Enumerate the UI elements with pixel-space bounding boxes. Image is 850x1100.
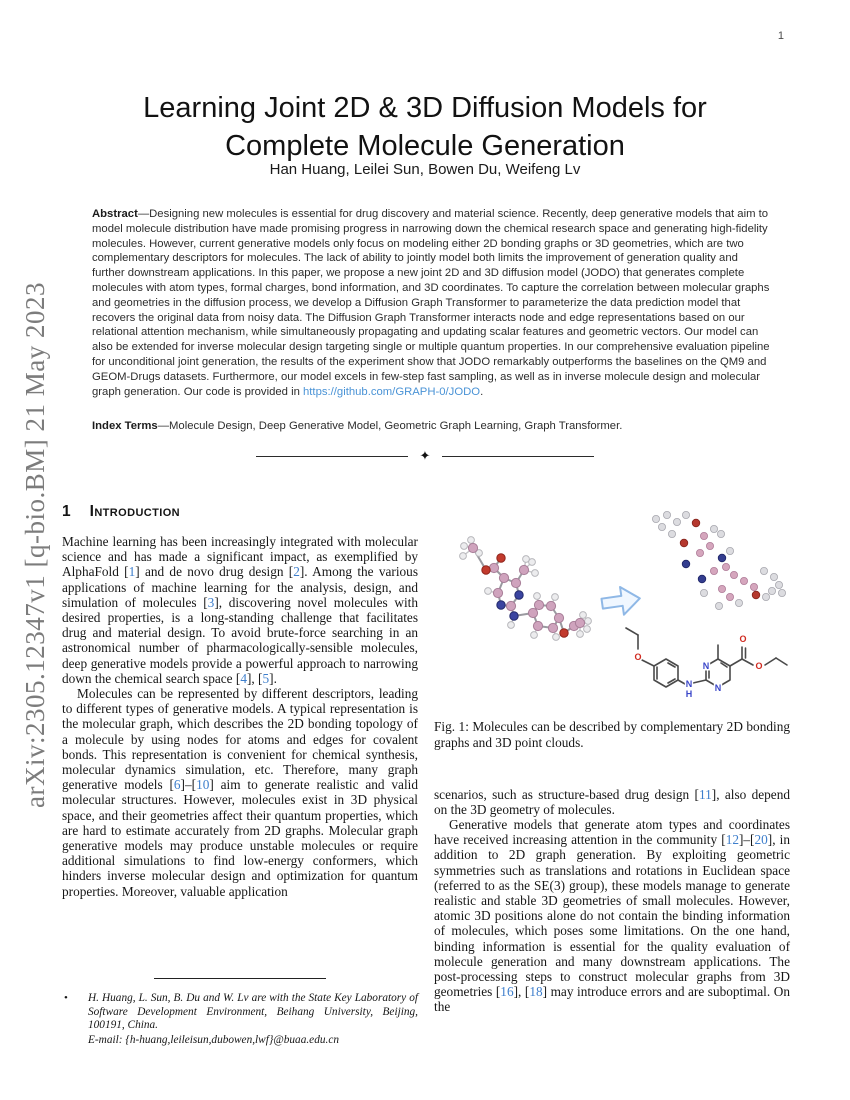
- index-terms-label: Index Terms: [92, 420, 158, 432]
- citation[interactable]: 16: [500, 984, 514, 1000]
- two-column-body: [62, 501, 790, 1048]
- citation[interactable]: 11: [698, 786, 712, 802]
- footnote-affiliation: H. Huang, L. Sun, B. Du and W. Lv are with the State Key Laboratory of Software Development Environment, Beihang University, Beijing, 100191, China.: [88, 991, 418, 1032]
- right-column: [434, 501, 790, 1048]
- intro-paragraph-2: Molecules can be represented by different descriptors, leading to different types of generative models. A typical representation is the molecular graph, which describes the 2D bonding topology of a molecule by using nodes for atoms and edges for covalent bonds. This representation is convenient for chemical synthesis, molecular dynamics simulation, etc. Therefore, many graph generative models [6]–[10] aim to generate realistic and valid molecular structures. However, molecules exist in 3D physical space, and their geometries affect their quantum properties, which are hard to estimate accurately from 2D graphs. Molecular graph generative models may produce unstable molecules or require additional simulations to find low-energy conformers, which hinders inverse molecular design and optimization for quantum properties. Moreover, valuable application: [62, 686, 418, 899]
- intro-paragraph-1: Machine learning has been increasingly integrated with molecular science and has made a significant impact, as exemplified by AlphaFold [1] and de novo drug design [2]. Among the various applications of machine learning for the analysis, design, and simulation of molecules [3], discovering novel molecules with desired properties, is a long-standing challenge that facilitates drug and material design. To avoid brute-force searching in an astronomical number of pharmacologically-sensible molecules, deep generative models provide a powerful approach to narrowing down the chemical search space [4], [5].: [62, 534, 418, 686]
- arxiv-watermark: arXiv:2305.12347v1 [q-bio.BM] 21 May 2023: [20, 282, 50, 808]
- right-paragraph-2: Generative models that generate atom types and coordinates have received increasing attention in the community [12]–[20], in addition to 2D graph generation. By exploiting geometric symmetries such as translations and rotations in Euclidean space (referred to as the SE(3) group), these models manage to generate realistic and stable 3D geometries of small molecules. However, atomic 3D positions alone do not contain the binding information of molecules, which poses some limitations. On the one hand, binding information is essential for the quality evaluation of molecule generation and many downstream applications. The post-processing steps to construct molecular graphs from 3D geometries [16], [18] may introduce errors and are suboptimal. On the: [434, 817, 791, 1015]
- footnote-item: [62, 992, 418, 1048]
- figure-1: [434, 501, 790, 713]
- molecule-point-cloud: [652, 511, 785, 609]
- separator-rule-right: [442, 456, 594, 457]
- citation[interactable]: 1: [128, 564, 136, 580]
- figure-1-caption: Fig. 1: Molecules can be described by complementary 2D bonding graphs and 3D point clouds.: [434, 719, 790, 750]
- molecule-2d-structure: [626, 628, 787, 699]
- svg-text:O: O: [739, 634, 747, 644]
- citation[interactable]: 18: [529, 984, 543, 1000]
- page-number: 1: [777, 30, 784, 42]
- authors-line: Han Huang, Leilei Sun, Bowen Du, Weifeng Lv: [269, 161, 581, 178]
- svg-text:N: N: [714, 683, 722, 693]
- section-number: 1: [62, 503, 71, 520]
- title-line-1: Learning Joint 2D & 3D Diffusion Models for: [143, 92, 707, 125]
- section-1-heading: [62, 503, 418, 521]
- diamond-icon: ✦: [419, 448, 431, 463]
- svg-text:N: N: [702, 661, 710, 671]
- bullet-icon: •: [64, 991, 68, 1004]
- abstract: [92, 207, 770, 399]
- abstract-label: Abstract: [92, 208, 138, 220]
- section-title: Introduction: [89, 503, 181, 520]
- paper-title: [30, 89, 820, 165]
- footnote-text: [88, 992, 418, 1048]
- citation[interactable]: 3: [207, 594, 215, 610]
- section-separator: [0, 448, 850, 463]
- footnote-email: E-mail: {h-huang,leileisun,dubowen,lwf}@buaa.edu.cn: [88, 1034, 339, 1047]
- molecule-3d-model: [460, 537, 592, 641]
- citation[interactable]: 12: [725, 832, 739, 848]
- abstract-period: .: [480, 385, 484, 398]
- citation[interactable]: 5: [262, 670, 270, 686]
- separator-rule-left: [256, 456, 408, 457]
- svg-text:H: H: [685, 689, 693, 699]
- right-paragraph-1: scenarios, such as structure-based drug design [11], also depend on the 3D geometry of molecules.: [434, 786, 791, 817]
- index-terms-text: —Molecule Design, Deep Generative Model, Geometric Graph Learning, Graph Transformer.: [157, 420, 623, 432]
- author-footnote: [62, 978, 418, 1048]
- figure-1-graphic: [434, 501, 790, 713]
- title-line-2: Complete Molecule Generation: [225, 130, 625, 163]
- arrow-right-icon: [600, 584, 642, 617]
- index-terms: [92, 419, 770, 434]
- code-link[interactable]: https://github.com/GRAPH-0/JODO: [303, 385, 481, 398]
- footnote-rule: [154, 978, 326, 979]
- svg-text:O: O: [755, 661, 763, 671]
- left-column: [62, 501, 418, 1048]
- svg-text:O: O: [634, 652, 642, 662]
- citation[interactable]: 10: [196, 777, 210, 793]
- citation[interactable]: 20: [754, 832, 768, 848]
- citation[interactable]: 4: [240, 670, 247, 686]
- citation[interactable]: 6: [173, 777, 181, 793]
- svg-text:N: N: [685, 679, 693, 689]
- citation[interactable]: 2: [293, 564, 300, 580]
- abstract-text: —Designing new molecules is essential for drug discovery and material science. Recently, deep generative models that aim to model molecule distribution have made promising progress in narrowing down the chemical research space and generating high-fidelity molecules. However, current generative models only focus on modeling either 2D bonding graphs or 3D geometries, which are two complementary descriptors for molecules. The lack of ability to jointly model both limits the improvement of generation quality and further downstream applications. In this paper, we propose a new joint 2D and 3D diffusion model (JODO) that generates complete molecules with atom types, formal charges, bond information, and 3D coordinates. To capture the correlation between molecular graphs and geometries in the diffusion process, we develop a Diffusion Graph Transformer to parameterize the data prediction model that recovers the original data from noisy data. The Diffusion Graph Transformer interacts node and edge representations based on our relational attention mechanism, while simultaneously propagating and updating scalar features and geometric vectors. Our model can also be extended for inverse molecular design targeting single or multiple quantum properties. In our comprehensive evaluation pipeline for unconditional joint generation, the results of the experiment show that JODO remarkably outperforms the baselines on the QM9 and GEOM-Drugs datasets. Furthermore, our model excels in few-step fast sampling, as well as in inverse molecule design and molecular graph generation. Our code is provided in: [92, 208, 770, 398]
